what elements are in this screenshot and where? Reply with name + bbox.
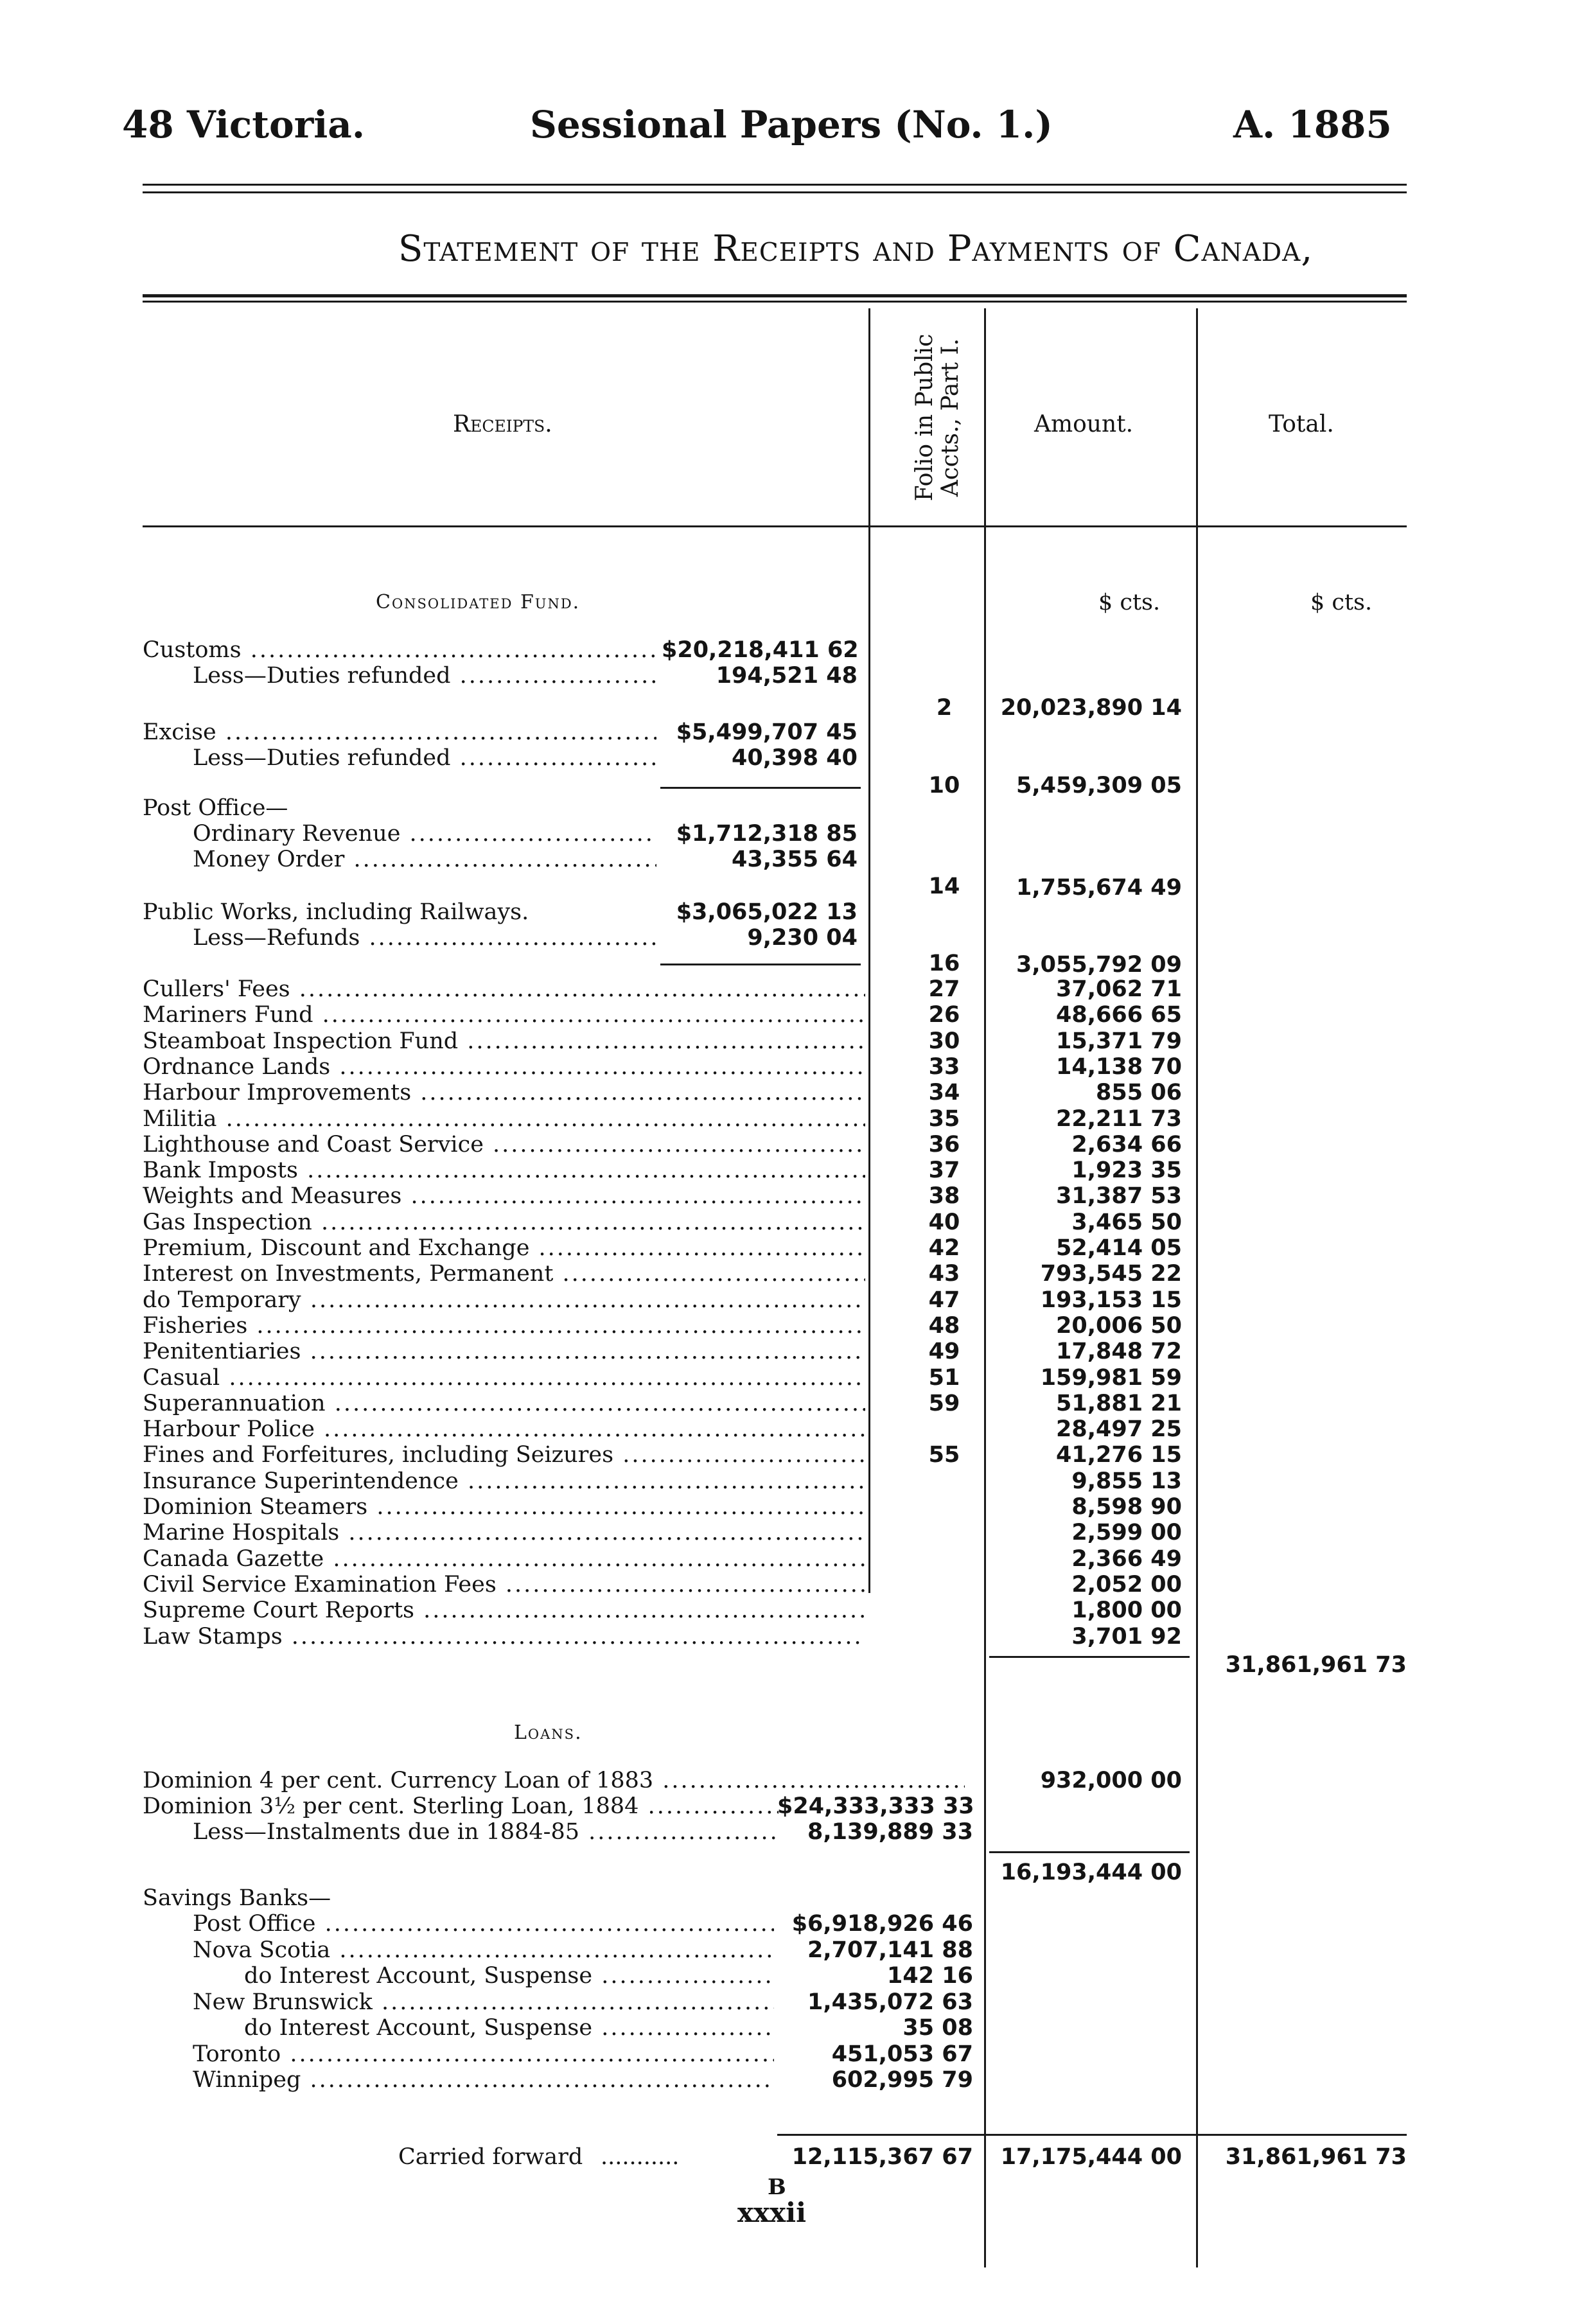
receipt-item-label: Insurance Superintendence ..... xyxy=(143,1468,865,1494)
receipt-item-folio: 33 xyxy=(928,1054,960,1080)
savings-bank-label: Nova Scotia ..... xyxy=(193,1937,774,1963)
receipt-item-folio: 42 xyxy=(928,1235,960,1261)
receipt-item-amount: 855 06 xyxy=(1096,1080,1182,1105)
receipt-item-amount: 20,006 50 xyxy=(1056,1313,1182,1339)
table-top-rule-2 xyxy=(143,301,1407,303)
sterling-loan-label: Dominion 3½ per cent. Sterling Loan, 1884 ..... xyxy=(143,1793,779,1819)
receipt-item-label: Superannuation ..... xyxy=(143,1391,865,1416)
excise-refund-label: Less—Duties refunded ..... xyxy=(193,745,656,771)
receipt-item-amount: 17,848 72 xyxy=(1056,1339,1182,1364)
header-bottom-rule xyxy=(143,525,1407,527)
receipt-item-label: Premium, Discount and Exchange ..... xyxy=(143,1235,865,1261)
savings-bank-label: do Interest Account, Suspense ..... xyxy=(244,1963,774,1989)
receipt-item-folio: 49 xyxy=(928,1339,960,1364)
receipt-item-folio: 55 xyxy=(928,1442,960,1468)
header-year: A. 1885 xyxy=(1233,103,1392,146)
post-office-folio: 14 xyxy=(928,874,960,899)
customs-folio: 2 xyxy=(936,695,953,721)
receipt-item-folio: 48 xyxy=(928,1313,960,1339)
excise-amount: 5,459,309 05 xyxy=(1016,773,1182,798)
header-session: 48 Victoria. xyxy=(122,103,365,146)
receipt-item-amount: 51,881 21 xyxy=(1056,1391,1182,1416)
customs-value: $20,218,411 62 xyxy=(662,637,859,663)
loans-rule xyxy=(989,1851,1190,1853)
ordinary-revenue-label: Ordinary Revenue ..... xyxy=(193,821,656,847)
savings-bank-label: Toronto ..... xyxy=(193,2041,774,2067)
receipt-item-amount: 15,371 79 xyxy=(1056,1028,1182,1054)
folio-header-line2: Accts., Part I. xyxy=(937,338,964,497)
receipt-item-amount: 2,599 00 xyxy=(1071,1520,1182,1545)
excise-value: $5,499,707 45 xyxy=(676,719,858,745)
receipt-item-label: Steamboat Inspection Fund ..... xyxy=(143,1028,865,1054)
receipt-item-label: Marine Hospitals ..... xyxy=(143,1520,865,1545)
receipt-item-label: Harbour Improvements ..... xyxy=(143,1080,865,1105)
folio-col-left xyxy=(868,308,870,1593)
receipt-item-label: Harbour Police ..... xyxy=(143,1416,865,1442)
customs-amount: 20,023,890 14 xyxy=(1000,695,1182,721)
receipt-item-folio: 35 xyxy=(928,1106,960,1132)
customs-label: Customs ..... xyxy=(143,637,656,663)
receipt-item-amount: 1,923 35 xyxy=(1071,1158,1182,1183)
receipt-item-label: Cullers' Fees ..... xyxy=(143,976,865,1002)
sterling-loan-value: $24,333,333 33 xyxy=(777,1793,974,1819)
receipt-item-label: Interest on Investments, Permanent ..... xyxy=(143,1261,865,1287)
receipt-item-amount: 9,855 13 xyxy=(1071,1468,1182,1494)
customs-refund-label: Less—Duties refunded ..... xyxy=(193,663,656,689)
public-works-amount: 3,055,792 09 xyxy=(1016,952,1182,978)
receipt-item-folio: 30 xyxy=(928,1028,960,1054)
statement-title: Statement of the Receipts and Payments of Canada, xyxy=(398,228,1314,270)
receipt-item-label: Militia ..... xyxy=(143,1106,865,1132)
receipt-item-amount: 2,052 00 xyxy=(1071,1572,1182,1598)
receipt-item-label: Dominion Steamers ..... xyxy=(143,1494,865,1520)
page-number: xxxii xyxy=(737,2197,807,2228)
savings-bank-label: New Brunswick ..... xyxy=(193,1989,774,2015)
total-header: Total. xyxy=(1269,411,1334,437)
savings-bank-label: do Interest Account, Suspense ..... xyxy=(244,2015,774,2041)
carried-forward-amount: 17,175,444 00 xyxy=(1000,2144,1182,2170)
money-order-label: Money Order ..... xyxy=(193,847,656,872)
carried-forward-rule xyxy=(777,2134,1407,2136)
folio-header xyxy=(894,308,981,527)
savings-bank-value: $6,918,926 46 xyxy=(791,1911,973,1937)
receipt-item-amount: 52,414 05 xyxy=(1056,1235,1182,1261)
receipt-item-folio: 59 xyxy=(928,1391,960,1416)
receipt-item-amount: 3,701 92 xyxy=(1071,1624,1182,1650)
savings-bank-value: 451,053 67 xyxy=(831,2041,973,2067)
receipt-item-label: Ordnance Lands ..... xyxy=(143,1054,865,1080)
receipt-item-folio: 26 xyxy=(928,1002,960,1028)
folio-header-line1: Folio in Public xyxy=(911,333,938,502)
excise-label: Excise ..... xyxy=(143,719,656,745)
savings-bank-value: 2,707,141 88 xyxy=(807,1937,973,1963)
receipt-item-amount: 41,276 15 xyxy=(1056,1442,1182,1468)
receipt-item-folio: 43 xyxy=(928,1261,960,1287)
receipt-item-label: Fines and Forfeitures, including Seizures ..... xyxy=(143,1442,865,1468)
amount-units: $ cts. xyxy=(1098,590,1161,615)
receipt-item-label: Weights and Measures ..... xyxy=(143,1183,865,1209)
receipt-item-amount: 1,800 00 xyxy=(1071,1598,1182,1623)
receipt-item-label: Lighthouse and Coast Service ..... xyxy=(143,1132,865,1158)
public-works-value: $3,065,022 13 xyxy=(676,899,858,925)
receipt-item-amount: 193,153 15 xyxy=(1040,1287,1182,1313)
receipt-item-label: Fisheries ..... xyxy=(143,1313,865,1339)
consolidated-fund-heading: Consolidated Fund. xyxy=(376,591,581,613)
receipt-item-folio: 51 xyxy=(928,1365,960,1391)
savings-bank-value: 35 08 xyxy=(902,2015,973,2041)
receipt-item-label: Casual ..... xyxy=(143,1365,865,1391)
receipt-item-label: do Temporary ..... xyxy=(143,1287,865,1313)
carried-forward-total: 31,861,961 73 xyxy=(1225,2144,1407,2170)
folio-col-right xyxy=(984,308,986,2267)
receipt-item-amount: 8,598 90 xyxy=(1071,1494,1182,1520)
ordinary-revenue-value: $1,712,318 85 xyxy=(676,821,858,847)
public-works-refund-label: Less—Refunds ..... xyxy=(193,925,656,951)
loans-heading: Loans. xyxy=(514,1721,583,1744)
receipt-item-amount: 28,497 25 xyxy=(1056,1416,1182,1442)
signature-mark: B xyxy=(768,2174,786,2200)
receipt-item-label: Mariners Fund ..... xyxy=(143,1002,865,1028)
receipt-item-folio: 36 xyxy=(928,1132,960,1158)
total-units: $ cts. xyxy=(1310,590,1373,615)
receipt-item-label: Penitentiaries ..... xyxy=(143,1339,865,1364)
receipt-item-amount: 793,545 22 xyxy=(1040,1261,1182,1287)
excise-underline xyxy=(660,787,861,789)
sterling-loan-amount: 16,193,444 00 xyxy=(1000,1860,1182,1885)
receipt-item-folio: 34 xyxy=(928,1080,960,1105)
receipts-header: Receipts. xyxy=(453,411,552,437)
savings-bank-label: Winnipeg ..... xyxy=(193,2067,774,2093)
public-works-label: Public Works, including Railways. xyxy=(143,899,529,925)
receipt-item-folio: 27 xyxy=(928,976,960,1002)
excise-refund-value: 40,398 40 xyxy=(732,745,858,771)
receipt-item-folio: 37 xyxy=(928,1158,960,1183)
receipt-item-amount: 37,062 71 xyxy=(1056,976,1182,1002)
receipt-item-amount: 2,634 66 xyxy=(1071,1132,1182,1158)
public-works-folio: 16 xyxy=(928,951,960,976)
money-order-value: 43,355 64 xyxy=(732,847,858,872)
receipt-item-label: Bank Imposts ..... xyxy=(143,1158,865,1183)
receipt-item-folio: 47 xyxy=(928,1287,960,1313)
currency-loan-amount: 932,000 00 xyxy=(1040,1768,1182,1793)
post-office-label: Post Office— xyxy=(143,795,288,821)
consolidated-total: 31,861,961 73 xyxy=(1225,1652,1407,1678)
amount-total-rule xyxy=(989,1656,1190,1658)
receipt-item-label: Civil Service Examination Fees ..... xyxy=(143,1572,865,1598)
receipt-item-label: Canada Gazette ..... xyxy=(143,1546,865,1572)
amount-header: Amount. xyxy=(1034,411,1134,437)
receipt-item-amount: 22,211 73 xyxy=(1056,1106,1182,1132)
public-works-underline xyxy=(660,964,861,965)
header-rule-top xyxy=(143,184,1407,186)
excise-folio: 10 xyxy=(928,773,960,798)
receipt-item-label: Supreme Court Reports ..... xyxy=(143,1598,865,1623)
carried-forward-sub: 12,115,367 67 xyxy=(791,2144,973,2170)
amount-col-right xyxy=(1196,308,1198,2267)
savings-bank-value: 1,435,072 63 xyxy=(807,1989,973,2015)
receipt-item-label: Gas Inspection ..... xyxy=(143,1210,865,1235)
receipt-item-folio: 40 xyxy=(928,1210,960,1235)
table-top-rule xyxy=(143,294,1407,297)
post-office-amount: 1,755,674 49 xyxy=(1016,875,1182,901)
customs-refund-value: 194,521 48 xyxy=(716,663,858,689)
receipt-item-amount: 14,138 70 xyxy=(1056,1054,1182,1080)
savings-bank-value: 602,995 79 xyxy=(831,2067,973,2093)
currency-loan-label: Dominion 4 per cent. Currency Loan of 1883 ..... xyxy=(143,1768,965,1793)
header-title: Sessional Papers (No. 1.) xyxy=(530,103,1053,146)
carried-forward-label: Carried forward xyxy=(398,2144,583,2170)
instalments-value: 8,139,889 33 xyxy=(807,1819,973,1845)
receipt-item-amount: 3,465 50 xyxy=(1071,1210,1182,1235)
savings-bank-label: Post Office ..... xyxy=(193,1911,774,1937)
receipt-item-amount: 159,981 59 xyxy=(1040,1365,1182,1391)
receipt-item-amount: 2,366 49 xyxy=(1071,1546,1182,1572)
receipt-item-amount: 48,666 65 xyxy=(1056,1002,1182,1028)
receipt-item-folio: 38 xyxy=(928,1183,960,1209)
savings-banks-label: Savings Banks— xyxy=(143,1885,331,1911)
carried-forward-dots: ........... xyxy=(601,2144,680,2170)
instalments-label: Less—Instalments due in 1884-85 ..... xyxy=(193,1819,779,1845)
header-rule-bottom xyxy=(143,191,1407,193)
public-works-refund-value: 9,230 04 xyxy=(747,925,858,951)
receipt-item-label: Law Stamps ..... xyxy=(143,1624,865,1650)
savings-bank-value: 142 16 xyxy=(887,1963,973,1989)
receipt-item-amount: 31,387 53 xyxy=(1056,1183,1182,1209)
